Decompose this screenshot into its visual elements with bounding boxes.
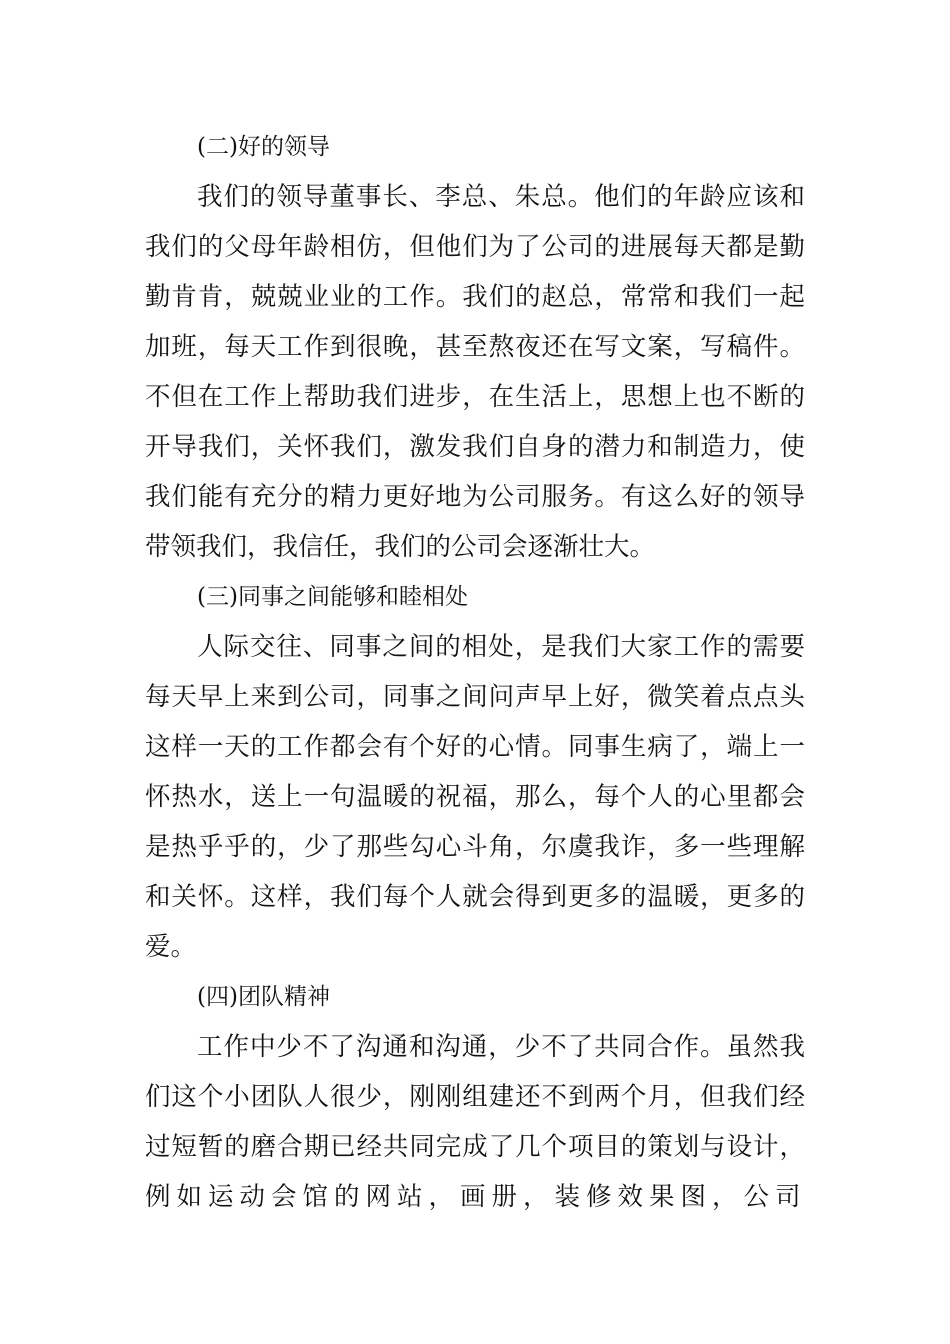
section-heading-teamwork: (四)团队精神 [197, 984, 330, 1010]
document-body [145, 122, 805, 1222]
paragraph-line: 我们的父母年龄相仿，但他们为了公司的进展每天都是勤 [145, 232, 805, 262]
paragraph-line: 例如运动会馆的网站，画册，装修效果图，公司 [145, 1182, 807, 1212]
paragraph-line: 不但在工作上帮助我们进步，在生活上，思想上也不断的 [145, 382, 805, 412]
paragraph-line: 我们的领导董事长、李总、朱总。他们的年龄应该和 [197, 182, 805, 212]
paragraph-line: 加班，每天工作到很晚，甚至熬夜还在写文案，写稿件。 [145, 332, 805, 362]
paragraph-line: 们这个小团队人很少，刚刚组建还不到两个月，但我们经 [145, 1082, 805, 1112]
paragraph-line: 人际交往、同事之间的相处，是我们大家工作的需要 [197, 632, 805, 662]
paragraph-line: 带领我们，我信任，我们的公司会逐渐壮大。 [145, 532, 656, 562]
paragraph-line: 怀热水，送上一句温暖的祝福，那么，每个人的心里都会 [145, 782, 805, 812]
paragraph-line: 工作中少不了沟通和沟通，少不了共同合作。虽然我 [197, 1032, 805, 1062]
paragraph-line: 和关怀。这样，我们每个人就会得到更多的温暖，更多的 [145, 882, 805, 912]
paragraph-line: 过短暂的磨合期已经共同完成了几个项目的策划与设计， [145, 1132, 805, 1162]
paragraph-line: 每天早上来到公司，同事之间问声早上好，微笑着点点头 [145, 682, 805, 712]
paragraph-line: 是热乎乎的，少了那些勾心斗角，尔虞我诈，多一些理解 [145, 832, 805, 862]
paragraph-line: 勤肯肯，兢兢业业的工作。我们的赵总，常常和我们一起 [145, 282, 805, 312]
paragraph-line: 这样一天的工作都会有个好的心情。同事生病了，端上一 [145, 732, 805, 762]
paragraph-line: 爱。 [145, 932, 197, 962]
paragraph-line: 我们能有充分的精力更好地为公司服务。有这么好的领导 [145, 482, 805, 512]
section-heading-colleagues: (三)同事之间能够和睦相处 [197, 584, 468, 610]
section-heading-leadership: (二)好的领导 [197, 134, 330, 160]
paragraph-line: 开导我们，关怀我们，激发我们自身的潜力和制造力，使 [145, 432, 805, 462]
paragraph-leadership [145, 172, 805, 572]
paragraph-teamwork [145, 1022, 805, 1222]
paragraph-colleagues [145, 622, 805, 972]
